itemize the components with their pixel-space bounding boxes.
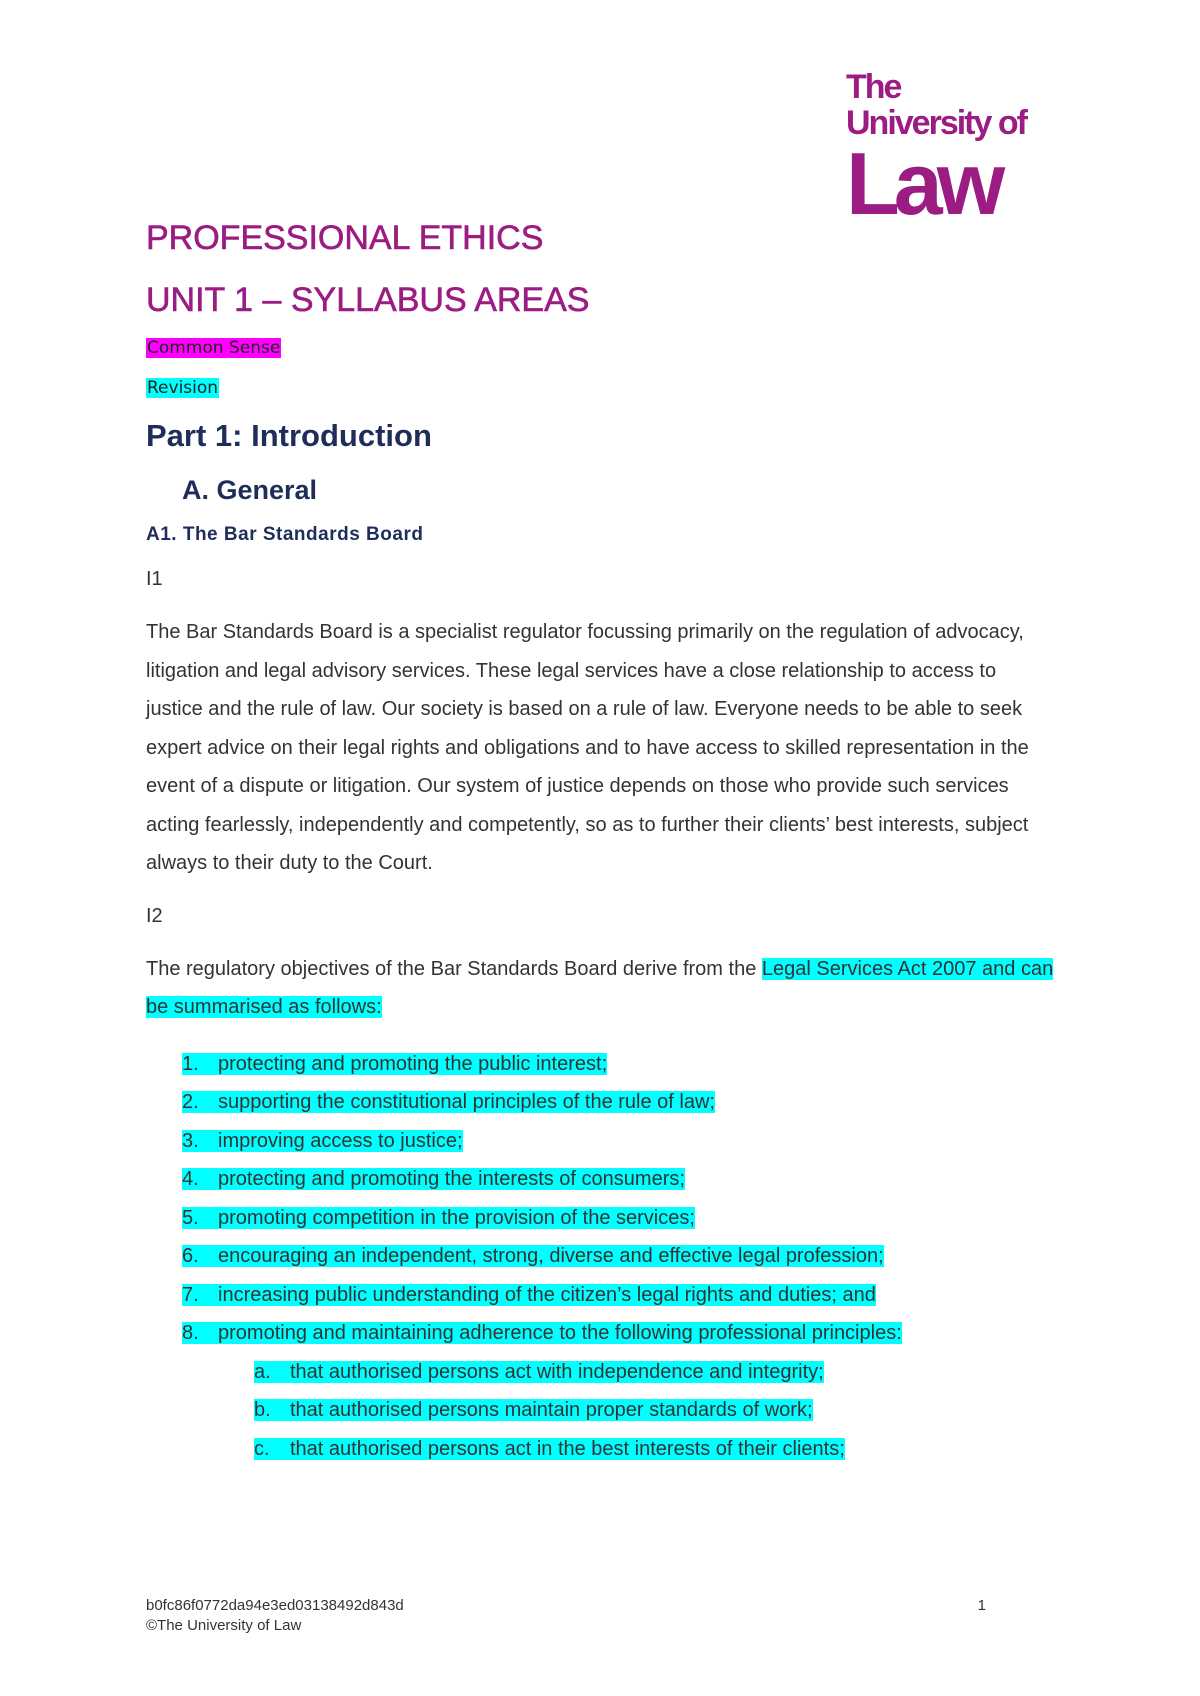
paragraph-i2-text [146, 950, 1056, 1027]
unit-title: UNIT 1 – SYLLABUS AREAS [146, 281, 590, 319]
list-text: that authorised persons act in the best interests of their clients; [290, 1437, 845, 1460]
list-text: protecting and promoting the interests of consumers; [218, 1168, 685, 1190]
logo-line-the: The [846, 68, 901, 106]
document-title: PROFESSIONAL ETHICS [146, 219, 544, 257]
list-number: 8. [182, 1322, 199, 1344]
list-item [254, 1430, 1056, 1469]
university-logo [846, 68, 1036, 233]
list-item [254, 1391, 1056, 1430]
paragraph-label-i2: I2 [146, 904, 163, 927]
list-number: 2. [182, 1091, 199, 1113]
list-number: 5. [182, 1206, 199, 1229]
paragraph-label-i1: I1 [146, 568, 163, 590]
list-number: 4. [182, 1168, 199, 1190]
paragraph-i2-highlight: Legal Services Act 2007 and can be summarised as follows: [146, 957, 1054, 1018]
list-number: 7. [182, 1283, 199, 1306]
paragraph-i2-plain: The regulatory objectives of the Bar Standards Board derive from the [146, 957, 762, 980]
list-letter: b. [254, 1399, 271, 1421]
list-letter: c. [254, 1437, 270, 1460]
list-letter: a. [254, 1360, 271, 1383]
list-item [254, 1353, 1056, 1392]
list-item [182, 1199, 1056, 1238]
logo-line-university: University of [846, 104, 1026, 142]
list-text: promoting and maintaining adherence to the following professional principles: [218, 1322, 902, 1344]
list-item [182, 1237, 1056, 1276]
logo-line-law: Law [846, 134, 1000, 233]
list-text: increasing public understanding of the citizen’s legal rights and duties; and [218, 1283, 876, 1306]
document-body [146, 214, 1056, 1468]
list-item [182, 1276, 1056, 1315]
list-number: 1. [182, 1052, 199, 1075]
list-number: 3. [182, 1129, 199, 1152]
section-heading: A. General [182, 475, 318, 505]
list-text: that authorised persons maintain proper standards of work; [290, 1399, 813, 1421]
common-sense-tag: Common Sense [147, 338, 281, 358]
list-text: promoting competition in the provision of the services; [218, 1206, 695, 1229]
list-item [182, 1122, 1056, 1161]
subsection-heading: A1. The Bar Standards Board [146, 524, 424, 545]
principles-list [182, 1353, 1056, 1469]
list-number: 6. [182, 1245, 199, 1267]
page-number: 1 [977, 1597, 986, 1614]
list-item [182, 1083, 1056, 1122]
revision-tag: Revision [147, 378, 219, 398]
document-id: b0fc86f0772da94e3ed03138492d843d [146, 1597, 404, 1614]
list-text: protecting and promoting the public interest; [218, 1052, 608, 1075]
list-text: supporting the constitutional principles of the rule of law; [218, 1091, 715, 1113]
list-text: encouraging an independent, strong, diverse and effective legal profession; [218, 1245, 884, 1267]
objectives-list [146, 1045, 1056, 1469]
list-item [182, 1160, 1056, 1199]
list-item [182, 1045, 1056, 1084]
list-text: improving access to justice; [218, 1129, 463, 1152]
list-text: that authorised persons act with independence and integrity; [290, 1360, 824, 1383]
paragraph-i1-text: The Bar Standards Board is a specialist regulator focussing primarily on the regulation of advocacy, litigation and legal advisory services. These legal services have a close relationship to access to justice and the rule of law. Our society is based on a rule of law. Everyone needs to be able to seek expert advice on their legal rights and obligations and to have access to skilled representation in the event of a dispute or litigation. Our system of justice depends on those who provide such services acting fearlessly, independently and competently, so as to further their clients’ best interests, subject always to their duty to the Court. [146, 621, 1029, 874]
list-item [182, 1314, 1056, 1468]
part-heading: Part 1: Introduction [146, 418, 432, 453]
page-footer [146, 1596, 986, 1636]
copyright-notice: ©The University of Law [146, 1617, 302, 1634]
